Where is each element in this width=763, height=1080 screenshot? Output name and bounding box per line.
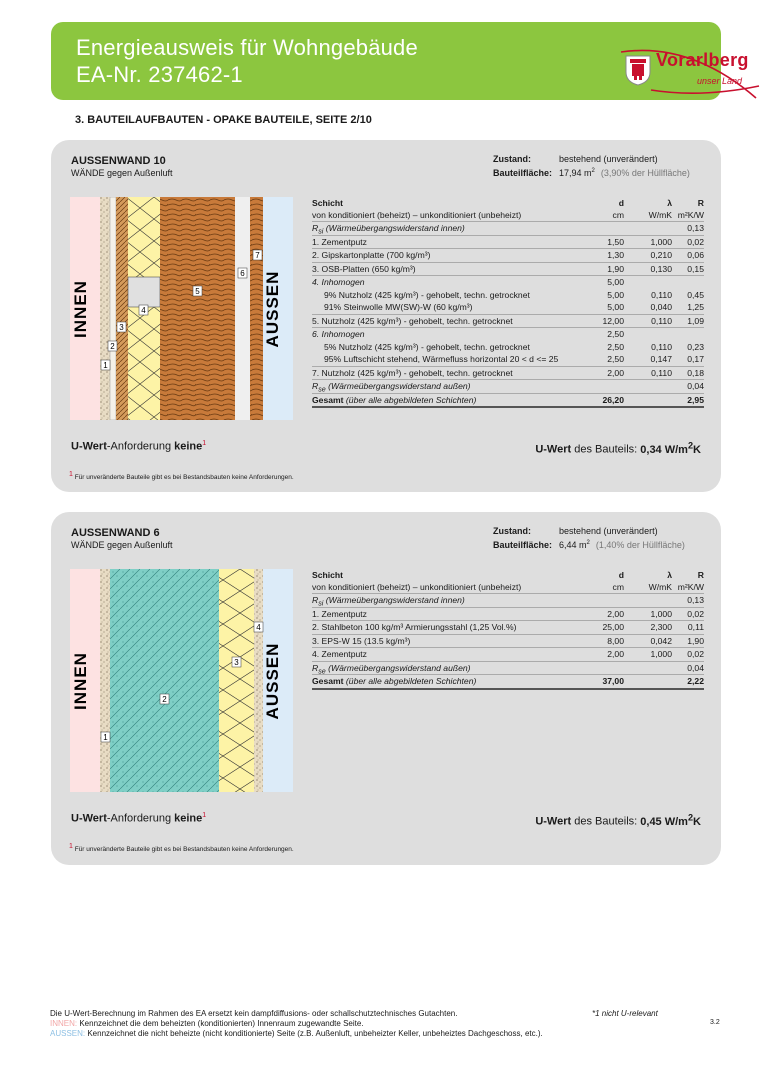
document-title: Energieausweis für Wohngebäude bbox=[76, 35, 418, 60]
layer-rows bbox=[312, 236, 704, 381]
unit-r: m²K/W bbox=[677, 581, 704, 592]
layer-d: 25,00 bbox=[602, 622, 624, 632]
table-row bbox=[312, 608, 704, 622]
layer-lambda: 0,130 bbox=[650, 263, 672, 274]
footnote bbox=[69, 471, 294, 481]
total-label bbox=[312, 395, 476, 405]
layer-r: 0,45 bbox=[687, 289, 704, 300]
u-req-text: -Anforderung bbox=[106, 812, 175, 825]
layer-number-4: 4 bbox=[141, 306, 146, 315]
layer-r: 1,09 bbox=[687, 315, 704, 326]
table-header-row bbox=[312, 197, 704, 209]
layer-rows bbox=[312, 608, 704, 662]
rsi-name: (Wärmeübergangswiderstand innen) bbox=[325, 223, 465, 233]
component-subtitle: WÄNDE gegen Außenluft bbox=[71, 540, 173, 550]
logo-name: Vorarlberg bbox=[656, 50, 749, 70]
flaeche-number: 6,44 bbox=[559, 540, 577, 550]
flaeche-value: 6,44 $m^2$ (1,40% der Hüllfläche) bbox=[559, 540, 685, 550]
layer-r: 0,02 bbox=[687, 608, 704, 619]
layer-table bbox=[312, 197, 704, 408]
flaeche-label: Bauteilfläche: bbox=[493, 168, 553, 178]
u-val-tail: K bbox=[693, 815, 701, 828]
table-row bbox=[312, 621, 704, 635]
layer-lambda: 0,210 bbox=[650, 250, 672, 260]
layer-name: 1. Zementputz bbox=[312, 236, 367, 247]
layer-name: 91% Steinwolle MW(SW)-W (60 kg/m³) bbox=[324, 302, 473, 312]
layer-zementputz bbox=[100, 197, 110, 420]
total-name: Gesamt bbox=[312, 676, 344, 686]
col-schicht: Schicht bbox=[312, 570, 344, 580]
u-req-prefix: U-Wert bbox=[71, 440, 107, 453]
layer-number-3: 3 bbox=[119, 323, 124, 332]
page-number: 3.2 bbox=[710, 1019, 720, 1026]
col-description: von konditioniert (beheizt) – unkonditioniert (unbeheizt) bbox=[312, 209, 522, 220]
col-r: R bbox=[697, 198, 704, 208]
flaeche-unit: m bbox=[579, 540, 587, 550]
layer-name: 4. Inhomogen bbox=[312, 277, 365, 287]
document-header bbox=[51, 22, 749, 100]
layer-r: 0,02 bbox=[687, 236, 704, 247]
component-title: AUSSENWAND 6 bbox=[71, 527, 160, 539]
footnote-mark: 1 bbox=[69, 843, 73, 850]
layer-d: 5,00 bbox=[607, 289, 624, 300]
layer-r: 1,90 bbox=[687, 635, 704, 646]
u-val-prefix: U-Wert bbox=[535, 443, 572, 456]
rse-label: $R_{se}$ (Wärmeübergangswiderstand außen) bbox=[312, 381, 471, 394]
total-label bbox=[312, 676, 476, 686]
table-row bbox=[312, 289, 704, 302]
u-value bbox=[535, 440, 701, 456]
layer-number-4: 4 bbox=[256, 623, 261, 632]
col-schicht: Schicht bbox=[312, 198, 344, 208]
rse-name: (Wärmeübergangswiderstand außen) bbox=[328, 662, 471, 673]
layer-zementputz-outer bbox=[254, 569, 263, 792]
innen-label: INNEN bbox=[71, 652, 90, 710]
col-r: R bbox=[697, 570, 704, 580]
layer-d: 2,50 bbox=[607, 341, 624, 352]
layer-d: 2,50 bbox=[607, 329, 624, 339]
rse-row bbox=[312, 662, 704, 676]
layer-table bbox=[312, 569, 704, 690]
layer-number-1: 1 bbox=[103, 733, 108, 742]
col-d: d bbox=[618, 570, 624, 580]
component-card-aussenwand-6 bbox=[51, 512, 721, 865]
rsi-value: 0,13 bbox=[687, 595, 704, 605]
layer-r: 0,06 bbox=[687, 250, 704, 260]
rsi-value: 0,13 bbox=[687, 223, 704, 233]
layer-lambda: 0,110 bbox=[651, 367, 672, 378]
u-req-footnote-mark: 1 bbox=[202, 812, 207, 819]
unit-lambda: W/mK bbox=[648, 209, 672, 220]
coat-of-arms-icon bbox=[624, 54, 652, 86]
flaeche-value: 17,94 $m^2$ (3,90% der Hüllfläche) bbox=[559, 168, 690, 178]
layer-r: 1,25 bbox=[687, 302, 704, 312]
section-heading: 3. BAUTEILAUFBAUTEN - OPAKE BAUTEILE, SEITE 2/10 bbox=[75, 114, 372, 126]
layer-r: 0,17 bbox=[687, 354, 704, 364]
layer-gipskarton bbox=[110, 197, 116, 420]
layer-name: 7. Nutzholz (425 kg/m³) - gehobelt, techn. getrocknet bbox=[312, 367, 513, 378]
layer-d: 1,30 bbox=[607, 250, 624, 260]
aussen-label: AUSSEN bbox=[263, 642, 282, 720]
total-name: Gesamt bbox=[312, 394, 344, 405]
total-r: 2,95 bbox=[687, 394, 704, 405]
layer-d: 5,00 bbox=[607, 302, 624, 312]
layer-lambda: 0,110 bbox=[651, 289, 672, 300]
layer-eps bbox=[219, 569, 254, 792]
rse-label: $R_{se}$ (Wärmeübergangswiderstand außen) bbox=[312, 662, 471, 676]
u-req-prefix: U-Wert bbox=[71, 812, 107, 825]
u-value bbox=[535, 812, 701, 828]
layer-lambda: 0,040 bbox=[650, 302, 672, 312]
layer-name: 2. Gipskartonplatte (700 kg/m³) bbox=[312, 250, 431, 260]
u-val-tail: K bbox=[693, 443, 701, 456]
logo-tagline: unser Land bbox=[697, 76, 743, 86]
table-row bbox=[312, 315, 704, 329]
layer-name: 95% Luftschicht stehend, Wärmefluss horizontal 20 < d <= 25 bbox=[324, 354, 559, 364]
table-row bbox=[312, 328, 704, 341]
total-note: (über alle abgebildeten Schichten) bbox=[345, 676, 477, 686]
layer-d: 1,50 bbox=[607, 236, 624, 247]
u-requirement bbox=[71, 812, 206, 825]
unit-lambda: W/mK bbox=[648, 581, 672, 592]
rsi-name: (Wärmeübergangswiderstand innen) bbox=[325, 595, 465, 605]
u-val-number: 0,45 W/m bbox=[640, 815, 688, 828]
zustand-label: Zustand: bbox=[493, 154, 531, 164]
layer-number-1: 1 bbox=[103, 361, 108, 370]
layer-lambda: 0,147 bbox=[650, 354, 672, 364]
footer-disclaimer: Die U-Wert-Berechnung im Rahmen des EA ersetzt kein dampfdiffusions- oder schallschutztechnisches Gutachten. bbox=[50, 1009, 458, 1018]
layer-name: 9% Nutzholz (425 kg/m³) - gehobelt, techn. getrocknet bbox=[324, 289, 530, 300]
total-d: 37,00 bbox=[602, 676, 624, 686]
u-val-sup: 2 bbox=[687, 812, 694, 822]
component-title: AUSSENWAND 10 bbox=[71, 155, 166, 167]
layer-number-2: 2 bbox=[162, 695, 167, 704]
table-header-row bbox=[312, 569, 704, 581]
layer-nutzholz-main bbox=[160, 197, 235, 420]
table-row bbox=[312, 367, 704, 381]
aussen-label: AUSSEN bbox=[263, 270, 282, 348]
layer-lambda: 1,000 bbox=[650, 649, 672, 659]
rse-name: (Wärmeübergangswiderstand außen) bbox=[328, 381, 471, 391]
unit-d: cm bbox=[612, 581, 624, 592]
flaeche-unit: m bbox=[584, 168, 592, 178]
layer-lambda: 2,300 bbox=[650, 622, 672, 632]
footnote-text: Für unveränderte Bauteile gibt es bei Bestandsbauten keine Anforderungen. bbox=[74, 846, 294, 854]
table-units-row bbox=[312, 581, 704, 595]
footnote-text: Für unveränderte Bauteile gibt es bei Bestandsbauten keine Anforderungen. bbox=[74, 474, 294, 482]
unit-r: m²K/W bbox=[677, 209, 704, 220]
total-note: (über alle abgebildeten Schichten) bbox=[345, 394, 477, 405]
flaeche-number: 17,94 bbox=[559, 168, 582, 178]
layer-d: 5,00 bbox=[607, 277, 624, 287]
layer-r: 0,02 bbox=[687, 649, 704, 659]
table-row bbox=[312, 341, 704, 354]
layer-osb bbox=[116, 197, 128, 420]
layer-luftschicht bbox=[235, 197, 250, 420]
layer-name: 5. Nutzholz (425 kg/m³) - gehobelt, techn. getrocknet bbox=[312, 315, 513, 326]
layer-name: 3. OSB-Platten (650 kg/m³) bbox=[312, 263, 416, 274]
footer-innen-label: INNEN: bbox=[50, 1019, 78, 1028]
footer-u-note: *1 nicht U-relevant bbox=[592, 1009, 658, 1018]
u-requirement bbox=[71, 440, 206, 453]
rsi-label: $R_{si}$ (Wärmeübergangswiderstand innen) bbox=[312, 223, 465, 236]
layer-name: 5% Nutzholz (425 kg/m³) - gehobelt, techn. getrocknet bbox=[324, 341, 530, 352]
layer-nutzholz-stud bbox=[128, 277, 160, 307]
component-subtitle: WÄNDE gegen Außenluft bbox=[71, 168, 173, 178]
table-row bbox=[312, 236, 704, 250]
rsi-label: $R_{si}$ (Wärmeübergangswiderstand innen) bbox=[312, 595, 465, 608]
layer-d: 2,50 bbox=[607, 354, 624, 364]
layer-d: 2,00 bbox=[607, 649, 624, 659]
table-row bbox=[312, 263, 704, 277]
flaeche-label: Bauteilfläche: bbox=[493, 540, 553, 550]
u-val-number: 0,34 W/m bbox=[640, 443, 688, 456]
footer-aussen-note bbox=[50, 1029, 543, 1038]
zustand-value: bestehend (unverändert) bbox=[559, 154, 658, 164]
document-number: EA-Nr. 237462-1 bbox=[76, 62, 243, 87]
layer-number-6: 6 bbox=[240, 269, 245, 278]
rse-row bbox=[312, 380, 704, 394]
u-val-sup: 2 bbox=[687, 440, 694, 450]
layer-r: 0,15 bbox=[687, 263, 704, 274]
vorarlberg-logo bbox=[621, 46, 761, 106]
u-val-text: des Bauteils: bbox=[571, 815, 641, 828]
rse-value: 0,04 bbox=[687, 662, 704, 673]
wall-section-drawing bbox=[70, 197, 293, 420]
rsi-row bbox=[312, 222, 704, 236]
layer-name: 2. Stahlbeton 100 kg/m³ Armierungsstahl (1,25 Vol.%) bbox=[312, 622, 517, 632]
table-row bbox=[312, 301, 704, 315]
u-val-prefix: U-Wert bbox=[535, 815, 572, 828]
layer-name: 6. Inhomogen bbox=[312, 329, 365, 339]
footer-aussen-label: AUSSEN: bbox=[50, 1029, 86, 1038]
layer-zementputz-inner bbox=[100, 569, 110, 792]
unit-d: cm bbox=[612, 209, 624, 220]
layer-lambda: 0,110 bbox=[651, 341, 672, 352]
total-r: 2,22 bbox=[687, 676, 704, 686]
layer-number-5: 5 bbox=[195, 287, 200, 296]
rsi-row bbox=[312, 594, 704, 608]
col-description: von konditioniert (beheizt) – unkonditioniert (unbeheizt) bbox=[312, 581, 522, 592]
layer-number-7: 7 bbox=[255, 251, 260, 260]
layer-lambda: 1,000 bbox=[650, 236, 672, 247]
table-units-row bbox=[312, 209, 704, 223]
u-req-text: -Anforderung bbox=[106, 440, 175, 453]
rse-value: 0,04 bbox=[687, 381, 704, 391]
table-row bbox=[312, 353, 704, 367]
u-req-value: keine bbox=[174, 440, 203, 453]
layer-name: 4. Zementputz bbox=[312, 649, 367, 659]
layer-lambda: 0,110 bbox=[651, 315, 672, 326]
layer-r: 0,11 bbox=[687, 622, 704, 632]
flaeche-percent: (3,90% der Hüllfläche) bbox=[600, 168, 690, 178]
zustand-value: bestehend (unverändert) bbox=[559, 526, 658, 536]
layer-number-3: 3 bbox=[234, 658, 239, 667]
col-d: d bbox=[618, 198, 624, 208]
table-row bbox=[312, 635, 704, 649]
u-req-footnote-mark: 1 bbox=[202, 440, 207, 447]
layer-stahlbeton bbox=[110, 569, 219, 792]
footer-innen-text: Kennzeichnet die dem beheizten (konditionierten) Innenraum zugewandte Seite. bbox=[77, 1019, 364, 1028]
col-lambda: λ bbox=[667, 198, 672, 208]
layer-lambda: 1,000 bbox=[650, 608, 672, 619]
layer-number-2: 2 bbox=[110, 342, 115, 351]
layer-lambda: 0,042 bbox=[650, 635, 672, 646]
footnote bbox=[69, 843, 294, 853]
layer-r: 0,23 bbox=[687, 341, 704, 352]
u-req-value: keine bbox=[174, 812, 203, 825]
table-row bbox=[312, 276, 704, 289]
footnote-mark: 1 bbox=[69, 471, 73, 478]
total-d: 26,20 bbox=[602, 394, 624, 405]
layer-d: 2,00 bbox=[607, 608, 624, 619]
component-card-aussenwand-10 bbox=[51, 140, 721, 492]
layer-nutzholz-outer bbox=[250, 197, 263, 420]
layer-d: 12,00 bbox=[602, 315, 624, 326]
layer-name: 3. EPS-W 15 (13.5 kg/m³) bbox=[312, 635, 411, 646]
flaeche-percent: (1,40% der Hüllfläche) bbox=[595, 540, 685, 550]
wall-section-drawing bbox=[70, 569, 293, 792]
total-row bbox=[312, 675, 704, 690]
layer-d: 8,00 bbox=[607, 635, 624, 646]
table-row bbox=[312, 648, 704, 662]
footer-aussen-text: Kennzeichnet die nicht beheizte (nicht konditionierte) Seite (z.B. Außenluft, unbeheizter Keller, unbeheiztes Dachgeschoss, etc.). bbox=[85, 1029, 543, 1038]
table-row bbox=[312, 249, 704, 263]
layer-d: 1,90 bbox=[607, 263, 624, 274]
col-lambda: λ bbox=[667, 570, 672, 580]
innen-label: INNEN bbox=[71, 280, 90, 338]
total-row bbox=[312, 394, 704, 409]
u-val-text: des Bauteils: bbox=[571, 443, 641, 456]
layer-d: 2,00 bbox=[607, 367, 624, 378]
zustand-label: Zustand: bbox=[493, 526, 531, 536]
layer-r: 0,18 bbox=[687, 367, 704, 378]
layer-name: 1. Zementputz bbox=[312, 608, 367, 619]
footer-innen-note bbox=[50, 1019, 364, 1028]
